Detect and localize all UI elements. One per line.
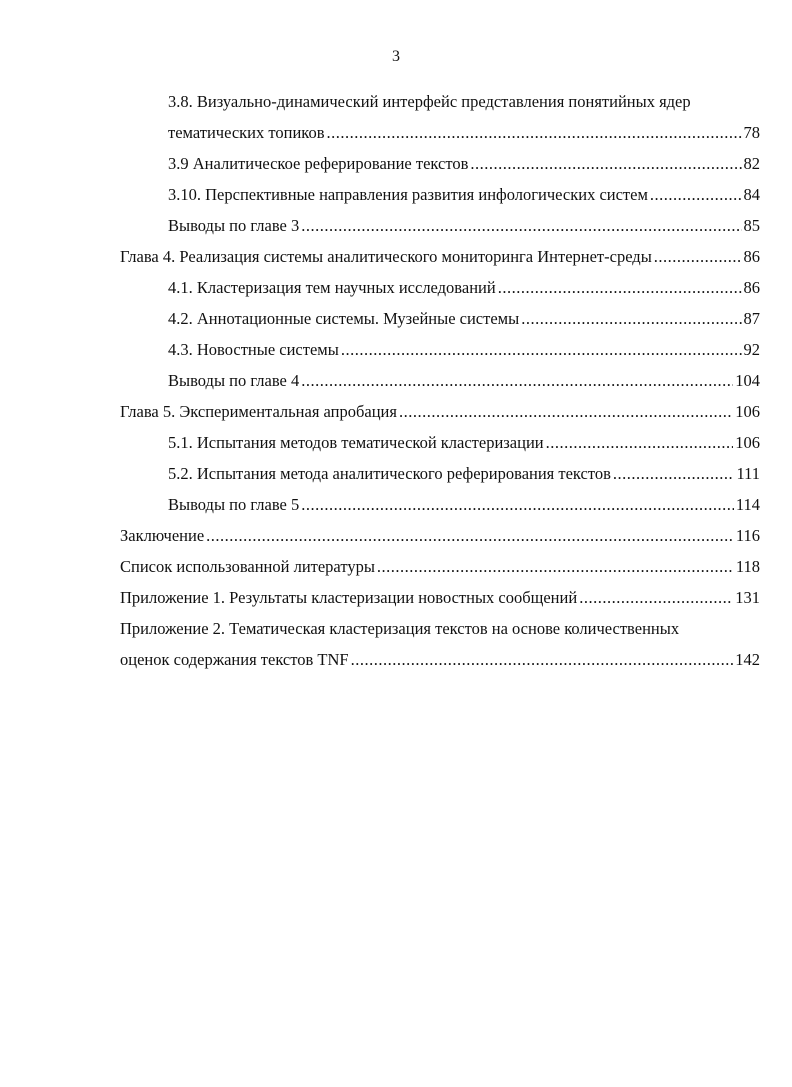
toc-entry-conclusion[interactable] — [120, 520, 760, 551]
toc-leader-dots — [399, 396, 733, 427]
toc-entry-text: оценок содержания текстов TNF — [120, 650, 349, 669]
toc-entry-4-2[interactable] — [120, 303, 760, 334]
toc-entry-3-9[interactable] — [120, 148, 760, 179]
toc-leader-dots — [351, 644, 734, 675]
toc-entry-text: Приложение 2. Тематическая кластеризация текстов на основе количественных — [120, 619, 680, 638]
toc-entry-text: Выводы по главе 5 — [168, 495, 300, 514]
toc-entry-text: 3.8. Визуально-динамический интерфейс представления понятийных ядер — [168, 92, 691, 111]
toc-entry-4-1[interactable] — [120, 272, 760, 303]
toc-entry-chapter-5[interactable] — [120, 396, 760, 427]
toc-entry-page: 85 — [743, 216, 760, 235]
toc-entry-page: 114 — [735, 495, 760, 514]
toc-entry-text: Глава 5. Экспериментальная апробация — [120, 402, 397, 421]
toc-entry-page: 86 — [743, 278, 760, 297]
toc-entry-text: Выводы по главе 3 — [168, 216, 300, 235]
toc-entry-appendix-2[interactable] — [120, 644, 760, 675]
toc-entry-5-2[interactable] — [120, 458, 760, 489]
toc-entry-appendix-2-line-1 — [120, 613, 760, 644]
toc-leader-dots — [470, 148, 741, 179]
toc-entry-conclusions-3[interactable] — [120, 210, 760, 241]
toc-entry-conclusions-4[interactable] — [120, 365, 760, 396]
toc-entry-text: 3.10. Перспективные направления развития инфологических систем — [168, 185, 648, 204]
toc-entry-page: 87 — [743, 309, 760, 328]
toc-entry-5-1[interactable] — [120, 427, 760, 458]
toc-entry-text: Выводы по главе 4 — [168, 371, 300, 390]
toc-entry-text: 5.2. Испытания метода аналитического реферирования текстов — [168, 464, 611, 483]
toc-leader-dots — [301, 489, 734, 520]
toc-leader-dots — [327, 117, 742, 148]
toc-entry-4-3[interactable] — [120, 334, 760, 365]
page-number: 3 — [392, 48, 400, 65]
toc-entry-text: 4.1. Кластеризация тем научных исследований — [168, 278, 496, 297]
toc-entry-text: тематических топиков — [168, 123, 325, 142]
toc-entry-page: 106 — [735, 402, 760, 421]
toc-entry-chapter-4[interactable] — [120, 241, 760, 272]
toc-entry-page: 86 — [743, 247, 760, 266]
toc-leader-dots — [521, 303, 741, 334]
toc-leader-dots — [301, 210, 741, 241]
toc-leader-dots — [613, 458, 735, 489]
toc-leader-dots — [498, 272, 742, 303]
toc-leader-dots — [579, 582, 733, 613]
toc-entry-3-8-line-1 — [120, 86, 760, 117]
toc-entry-text: Заключение — [120, 526, 205, 545]
toc-leader-dots — [301, 365, 733, 396]
toc-leader-dots — [546, 427, 734, 458]
toc-leader-dots — [377, 551, 734, 582]
toc-leader-dots — [341, 334, 742, 365]
toc-leader-dots — [654, 241, 742, 272]
toc-entry-page: 106 — [735, 433, 760, 452]
toc-entry-page: 92 — [743, 340, 760, 359]
toc-entry-text: 3.9 Аналитическое реферирование текстов — [168, 154, 469, 173]
toc-entry-page: 111 — [736, 464, 760, 483]
toc-entry-page: 116 — [735, 526, 760, 545]
toc-entry-page: 82 — [743, 154, 760, 173]
toc-entry-text: Список использованной литературы — [120, 557, 375, 576]
toc-entry-3-8[interactable] — [120, 117, 760, 148]
toc-entry-text: 4.2. Аннотационные системы. Музейные системы — [168, 309, 520, 328]
toc-entry-page: 118 — [735, 557, 760, 576]
toc-entry-page: 104 — [735, 371, 760, 390]
toc-entry-text: Приложение 1. Результаты кластеризации новостных сообщений — [120, 588, 578, 607]
toc-entry-text: 4.3. Новостные системы — [168, 340, 339, 359]
toc-entry-page: 84 — [743, 185, 760, 204]
toc-entry-page: 142 — [735, 650, 760, 669]
toc-entry-page: 131 — [735, 588, 760, 607]
toc-leader-dots — [206, 520, 734, 551]
toc-entry-references[interactable] — [120, 551, 760, 582]
toc-entry-appendix-1[interactable] — [120, 582, 760, 613]
toc-entry-3-10[interactable] — [120, 179, 760, 210]
toc-entry-text: 5.1. Испытания методов тематической кластеризации — [168, 433, 544, 452]
table-of-contents — [120, 86, 760, 675]
toc-entry-text: Глава 4. Реализация системы аналитического мониторинга Интернет-среды — [120, 247, 652, 266]
toc-entry-conclusions-5[interactable] — [120, 489, 760, 520]
toc-entry-page: 78 — [743, 123, 760, 142]
toc-leader-dots — [650, 179, 742, 210]
